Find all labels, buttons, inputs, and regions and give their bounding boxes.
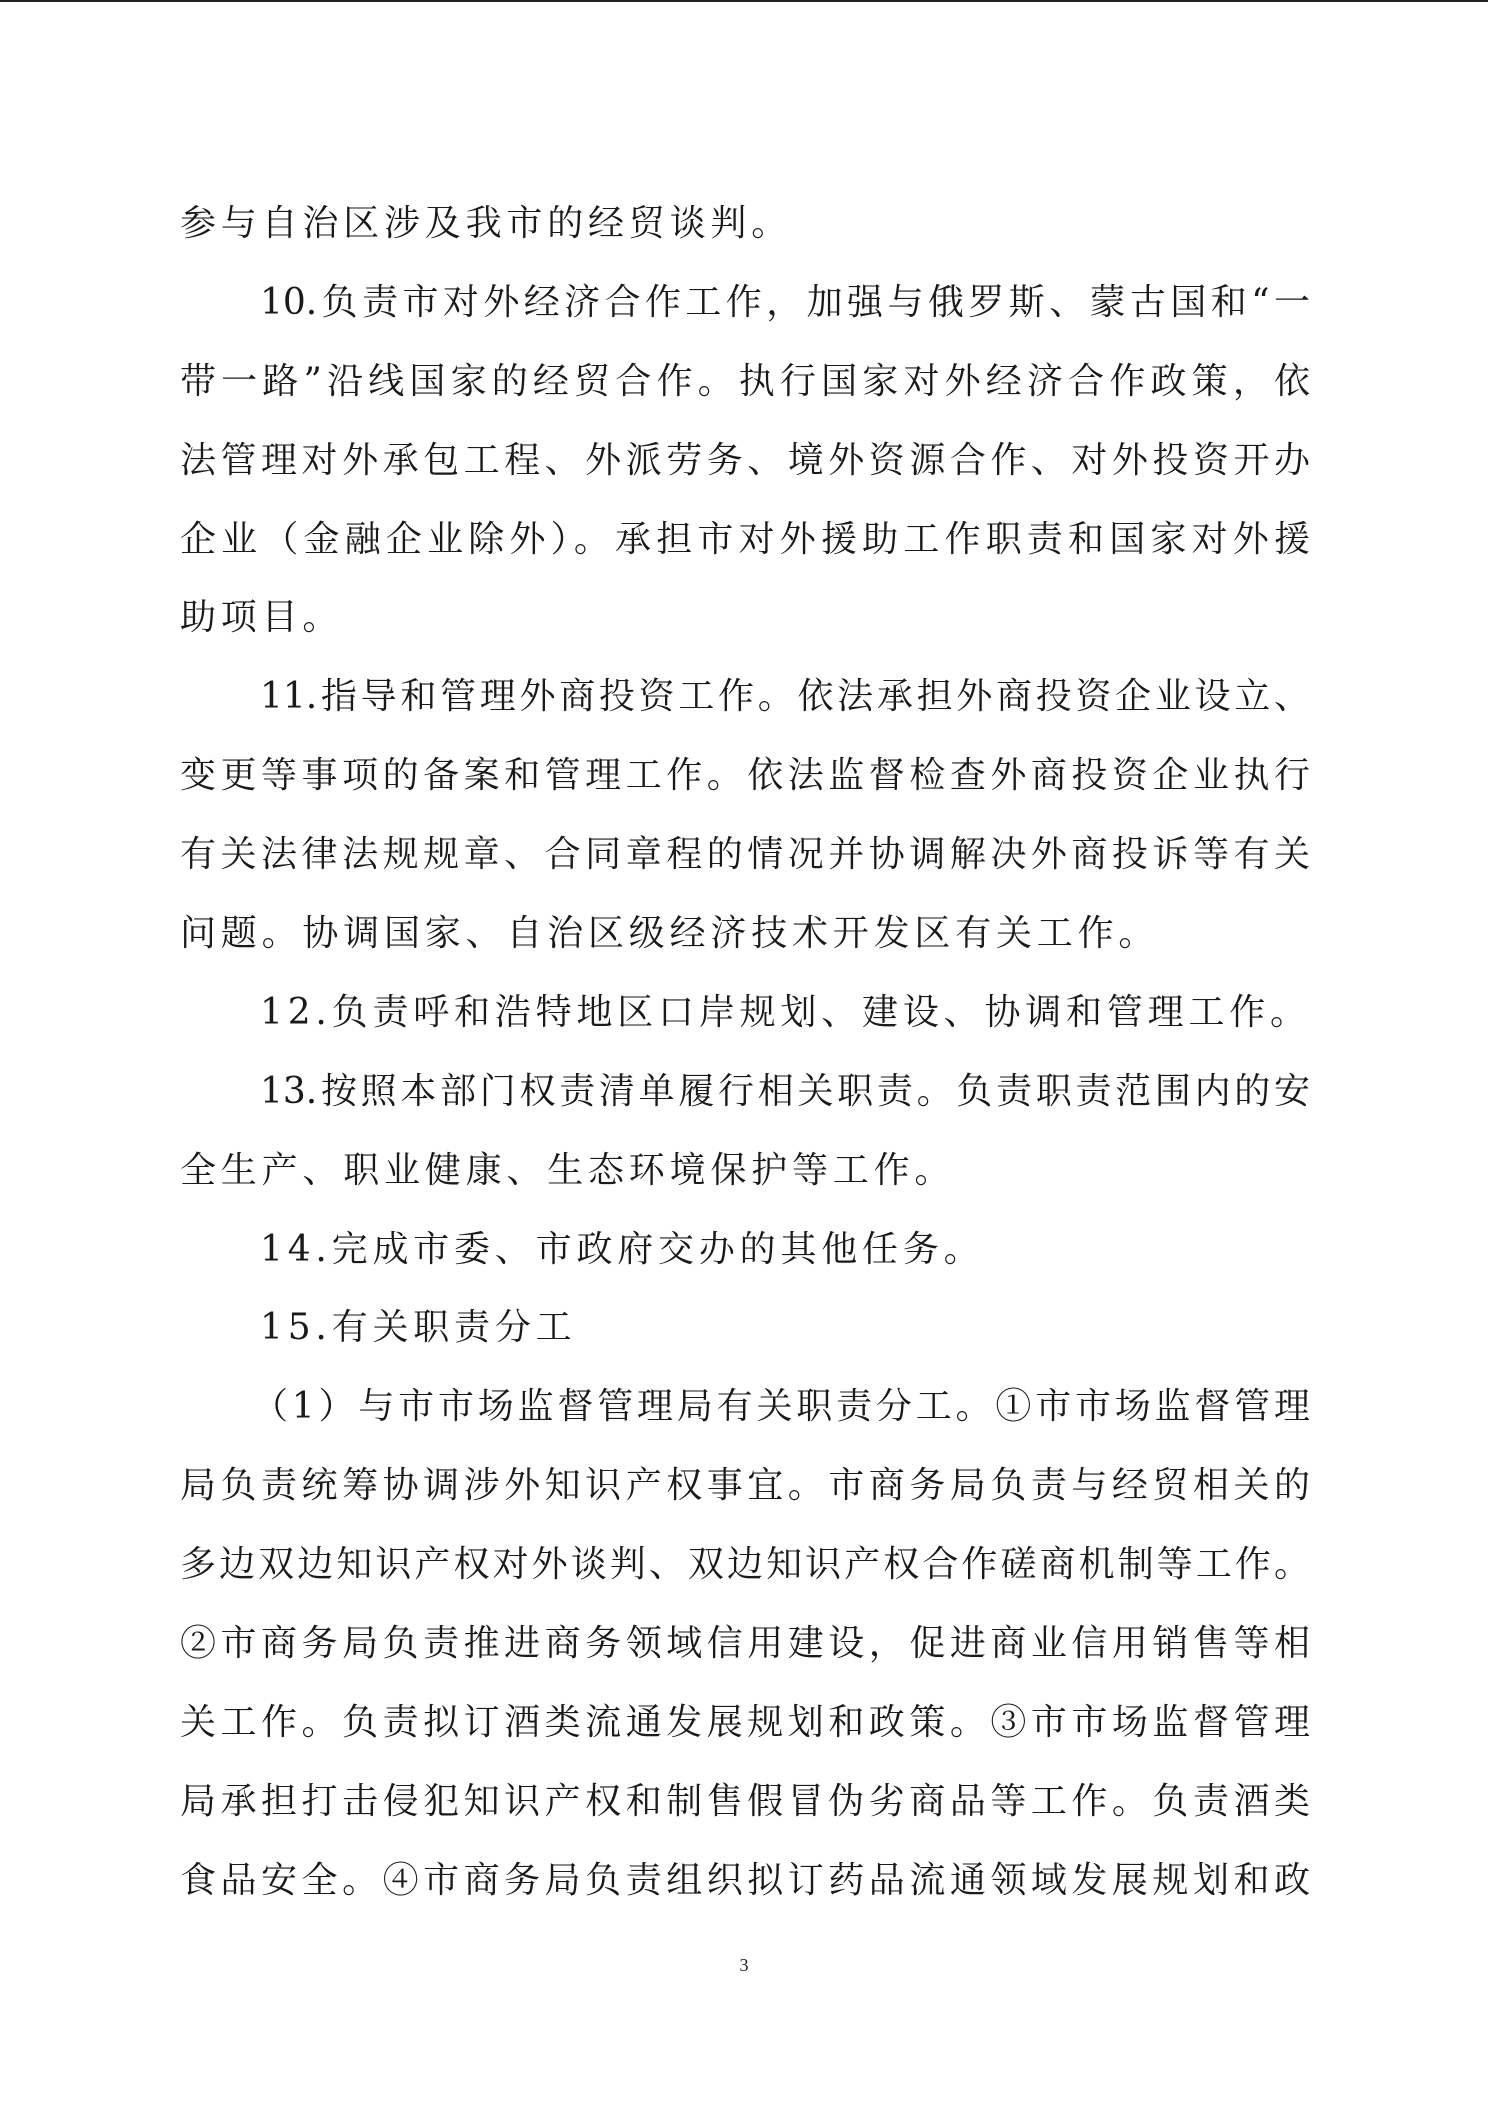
text-line: 局承担打击侵犯知识产权和制售假冒伪劣商品等工作。负责酒类 (180, 1780, 1310, 1822)
text-line: 有关法律法规规章、合同章程的情况并协调解决外商投诉等有关 (180, 834, 1310, 876)
text-line: 13.按照本部门权责清单履行相关职责。负责职责范围内的安 (260, 1070, 1310, 1112)
text-line: ②市商务局负责推进商务领域信用建设，促进商业信用销售等相 (180, 1623, 1310, 1665)
text-line: 全生产、职业健康、生态环境保护等工作。 (180, 1149, 956, 1191)
page-number: 3 (739, 1955, 749, 1975)
text-line: 带一路”沿线国家的经贸合作。执行国家对外经济合作政策，依 (180, 360, 1310, 402)
text-line: 关工作。负责拟订酒类流通发展规划和政策。③市市场监督管理 (180, 1701, 1310, 1743)
text-line: 企业（金融企业除外）。承担市对外援助工作职责和国家对外援 (180, 518, 1310, 560)
text-line: 助项目。 (180, 597, 344, 639)
text-line: 12.负责呼和浩特地区口岸规划、建设、协调和管理工作。 (260, 991, 1311, 1033)
text-line: 14.完成市委、市政府交办的其他任务。 (260, 1228, 985, 1270)
text-line: 多边双边知识产权对外谈判、双边知识产权合作磋商机制等工作。 (180, 1544, 1310, 1586)
text-line: 变更等事项的备案和管理工作。依法监督检查外商投资企业执行 (180, 755, 1310, 797)
text-line: 15.有关职责分工 (260, 1307, 577, 1349)
text-line: 法管理对外承包工程、外派劳务、境外资源合作、对外投资开办 (180, 439, 1310, 481)
text-line: 局负责统筹协调涉外知识产权事宜。市商务局负责与经贸相关的 (180, 1465, 1310, 1507)
text-line: 10.负责市对外经济合作工作，加强与俄罗斯、蒙古国和“一 (260, 281, 1310, 323)
text-line: 11.指导和管理外商投资工作。依法承担外商投资企业设立、 (260, 676, 1310, 718)
document-body (180, 185, 1310, 1921)
text-line: 参与自治区涉及我市的经贸谈判。 (180, 203, 793, 244)
text-line: 食品安全。④市商务局负责组织拟订药品流通领域发展规划和政 (180, 1859, 1310, 1901)
top-border-line (0, 0, 1488, 2)
text-line: 问题。协调国家、自治区级经济技术开发区有关工作。 (180, 913, 1160, 955)
text-line: （1）与市市场监督管理局有关职责分工。①市市场监督管理 (252, 1386, 1310, 1428)
